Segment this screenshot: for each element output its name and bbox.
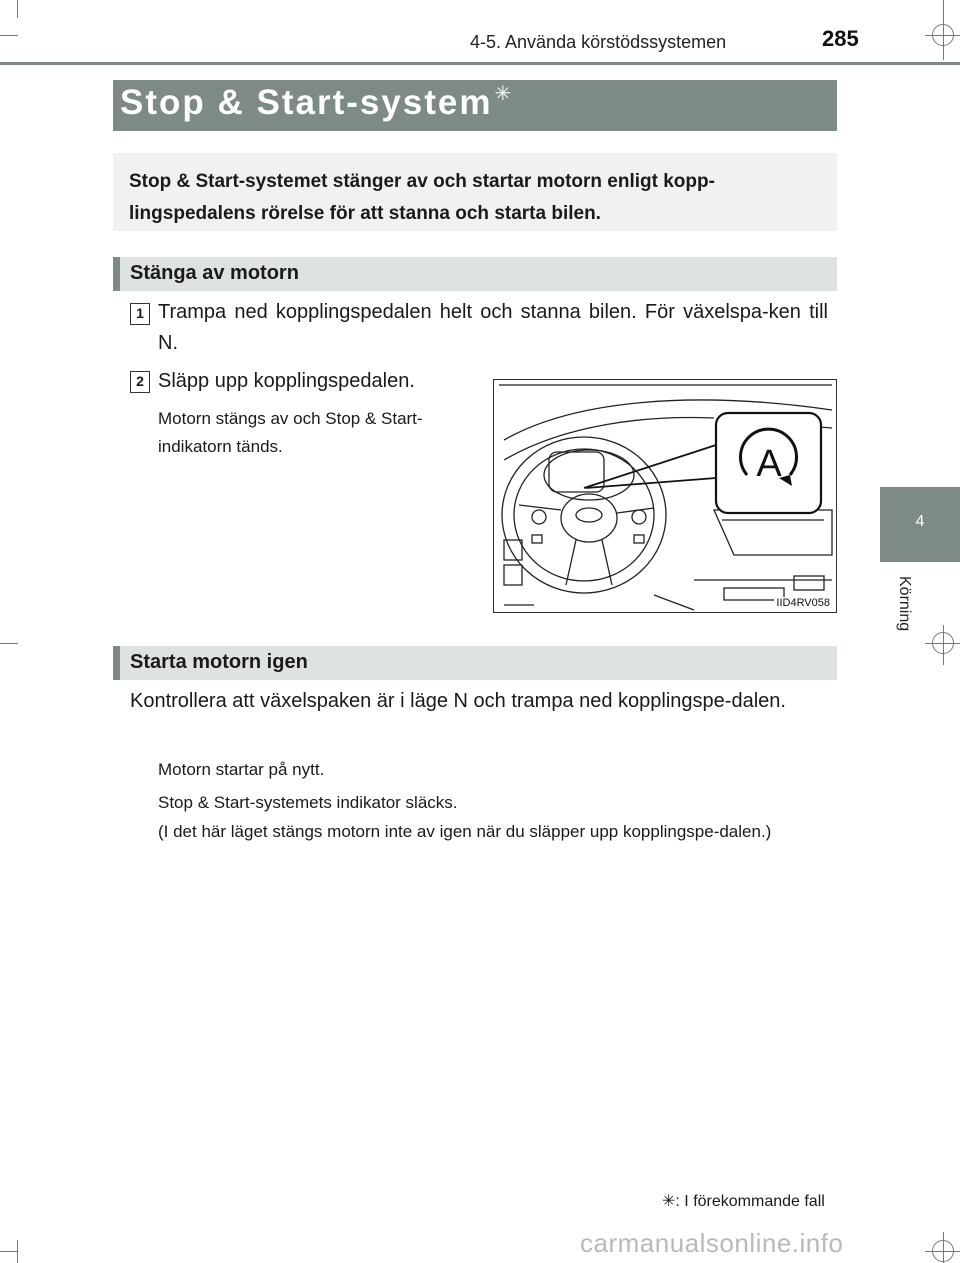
dashboard-drawing xyxy=(494,380,837,613)
figure-code: IID4RV058 xyxy=(776,597,830,609)
section-heading-restart: Starta motorn igen xyxy=(113,646,837,680)
crop-mark xyxy=(17,0,18,18)
restart-text: Kontrollera att växelspaken är i läge N och trampa ned kopplingspe-dalen. xyxy=(130,690,786,712)
running-header: 4-5. Använda körstödssystemen xyxy=(470,32,727,52)
crop-mark xyxy=(932,632,954,654)
step-badge: 2 xyxy=(130,371,150,393)
intro-box: Stop & Start-systemet stänger av och startar motorn enligt kopp-lingspedalens rörelse för att stanna och starta bilen. xyxy=(113,153,837,231)
chapter-tab-number: 4 xyxy=(915,513,925,530)
crop-mark xyxy=(0,643,18,644)
footnote-marker: ✳ xyxy=(662,1193,676,1210)
page-number: 285 xyxy=(822,26,859,51)
restart-note-3: (I det här läget stängs motorn inte av igen när du släpper upp kopplingspe-dalen.) xyxy=(158,822,772,841)
footnote-marker: ✳ xyxy=(494,83,514,105)
step-1-text: Trampa ned kopplingspedalen helt och stanna bilen. För växelspa-ken till N. xyxy=(158,301,828,354)
footnote-text: : I förekommande fall xyxy=(675,1193,825,1210)
step-2-text: Släpp upp kopplingspedalen. xyxy=(158,370,415,392)
step-2-note: Motorn stängs av och Stop & Start-indikatorn tänds. xyxy=(158,409,423,456)
crop-mark xyxy=(0,1251,18,1252)
footnote xyxy=(662,1191,825,1211)
crop-mark xyxy=(932,1240,954,1262)
step-badge: 1 xyxy=(130,303,150,325)
header-rule xyxy=(0,62,960,65)
crop-mark xyxy=(0,35,18,36)
page-title-text: Stop & Start-system xyxy=(120,83,493,122)
crop-mark xyxy=(932,24,954,46)
crop-mark xyxy=(17,1240,18,1263)
watermark: carmanualsonline.info xyxy=(580,1228,844,1258)
restart-note-1: Motorn startar på nytt. xyxy=(158,760,325,779)
section-heading-stop: Stänga av motorn xyxy=(113,257,837,291)
restart-note-2: Stop & Start-systemets indikator släcks. xyxy=(158,793,458,812)
page-title xyxy=(120,83,513,123)
chapter-tab-label: Körning xyxy=(896,576,913,632)
indicator-letter: A xyxy=(756,443,782,485)
dashboard-illustration xyxy=(493,379,837,613)
